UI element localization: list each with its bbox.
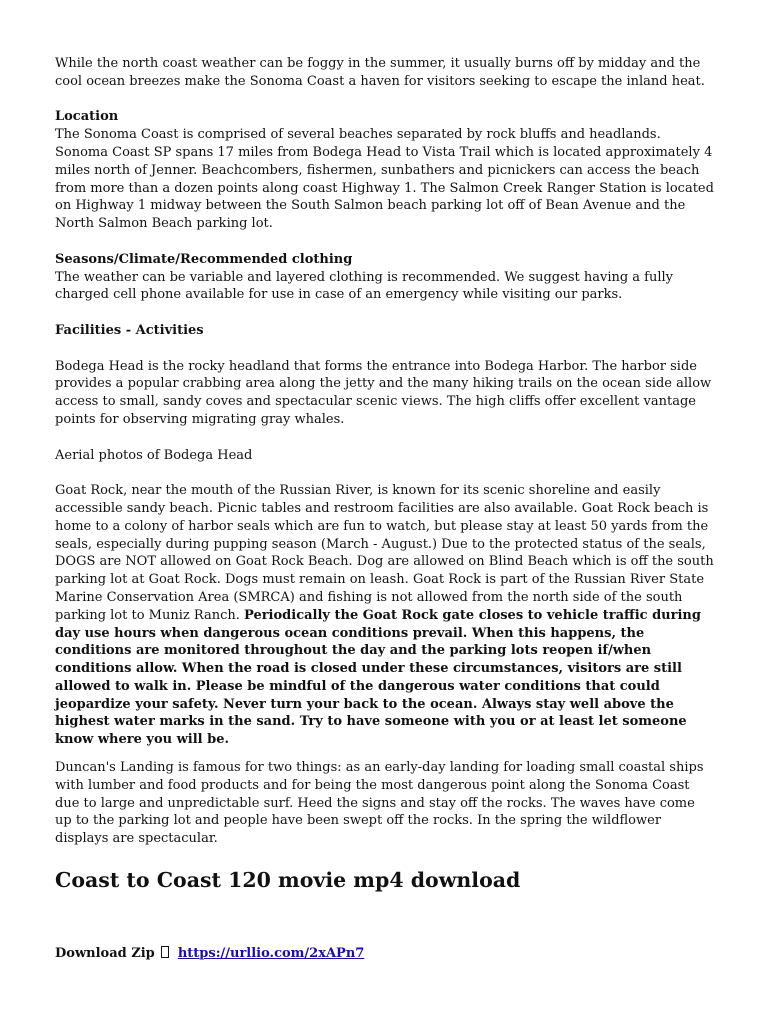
duncans-landing-paragraph: Duncan's Landing is famous for two things: as an early-day landing for loading small coastal ships with lumber and food products and for being the most dangerous point along the Sonoma Coast due to large and unpredictable surf. Heed the signs and stay off the rocks. The waves have come up to the parking lot and people have been swept off the rocks. In the spring the wildflower displays are spectacular. <box>55 760 704 847</box>
page-title: Coast to Coast 120 movie mp4 download <box>55 868 521 893</box>
goat-rock-paragraph <box>55 482 715 749</box>
location-heading: Location <box>55 109 119 125</box>
location-text: The Sonoma Coast is comprised of several beaches separated by rock bluffs and headlands. Sonoma Coast SP spans 17 miles from Bodega Head to Vista Trail which is located approximately 4 miles north of Jenner. Beachcombers, fishermen, sunbathers and picnickers can access the beach from more than a dozen points along coast Highway 1. The Salmon Creek Ranger Station is located on Highway 1 midway between the South Salmon beach parking lot off of Bean Avenue and the North Salmon Beach parking lot. <box>55 127 714 232</box>
bodega-paragraph: Bodega Head is the rocky headland that forms the entrance into Bodega Harbor. The harbor side provides a popular crabbing area along the jetty and the many hiking trails on the ocean side allow access to small, sandy coves and spectacular scenic views. The high cliffs offer excellent vantage points for observing migrating gray whales. <box>55 358 712 427</box>
seasons-section <box>55 251 715 304</box>
facilities-heading: Facilities - Activities <box>55 322 204 338</box>
seasons-heading: Seasons/Climate/Recommended clothing <box>55 251 353 267</box>
location-section <box>55 108 715 233</box>
download-link[interactable]: https://urllio.com/2xAPn7 <box>177 946 365 962</box>
document-page <box>55 55 715 963</box>
goat-rock-warning: Periodically the Goat Rock gate closes to vehicle traffic during day use hours when dangerous ocean conditions prevail. When this happens, the conditions are monitored throughout the day and the parking lots reopen if/when conditions allow. When the road is closed under these circumstances, visitors are still allowed to walk in. Please be mindful of the dangerous water conditions that could jeopardize your safety. Never turn your back to the ocean. Always stay well above the highest water marks in the sand. Try to have someone with you or at least let someone know where you will be. <box>55 607 701 748</box>
download-label: Download Zip <box>55 946 155 962</box>
aerial-photos-label: Aerial photos of Bodega Head <box>55 447 253 463</box>
download-line <box>55 945 715 963</box>
seasons-text: The weather can be variable and layered clothing is recommended. We suggest having a fully charged cell phone available for use in case of an emergency while visiting our parks. <box>55 269 674 303</box>
missing-glyph-icon <box>161 946 169 958</box>
intro-paragraph: While the north coast weather can be foggy in the summer, it usually burns off by midday and the cool ocean breezes make the Sonoma Coast a haven for visitors seeking to escape the inland heat. <box>55 56 705 89</box>
goat-rock-text: Goat Rock, near the mouth of the Russian River, is known for its scenic shoreline and easily accessible sandy beach. Picnic tables and restroom facilities are also available. Goat Rock beach is home to a colony of harbor seals which are fun to watch, but please stay at least 50 yards from the seals, especially during pupping season (March - August.) Due to the protected status of the seals, DOGS are NOT allowed on Goat Rock Beach. Dog are allowed on Blind Beach which is off the south parking lot at Goat Rock. Dogs must remain on leash. Goat Rock is part of the Russian River State Marine Conservation Area (SMRCA) and fishing is not allowed from the north side of the south parking lot to Muniz Ranch. <box>55 483 714 623</box>
